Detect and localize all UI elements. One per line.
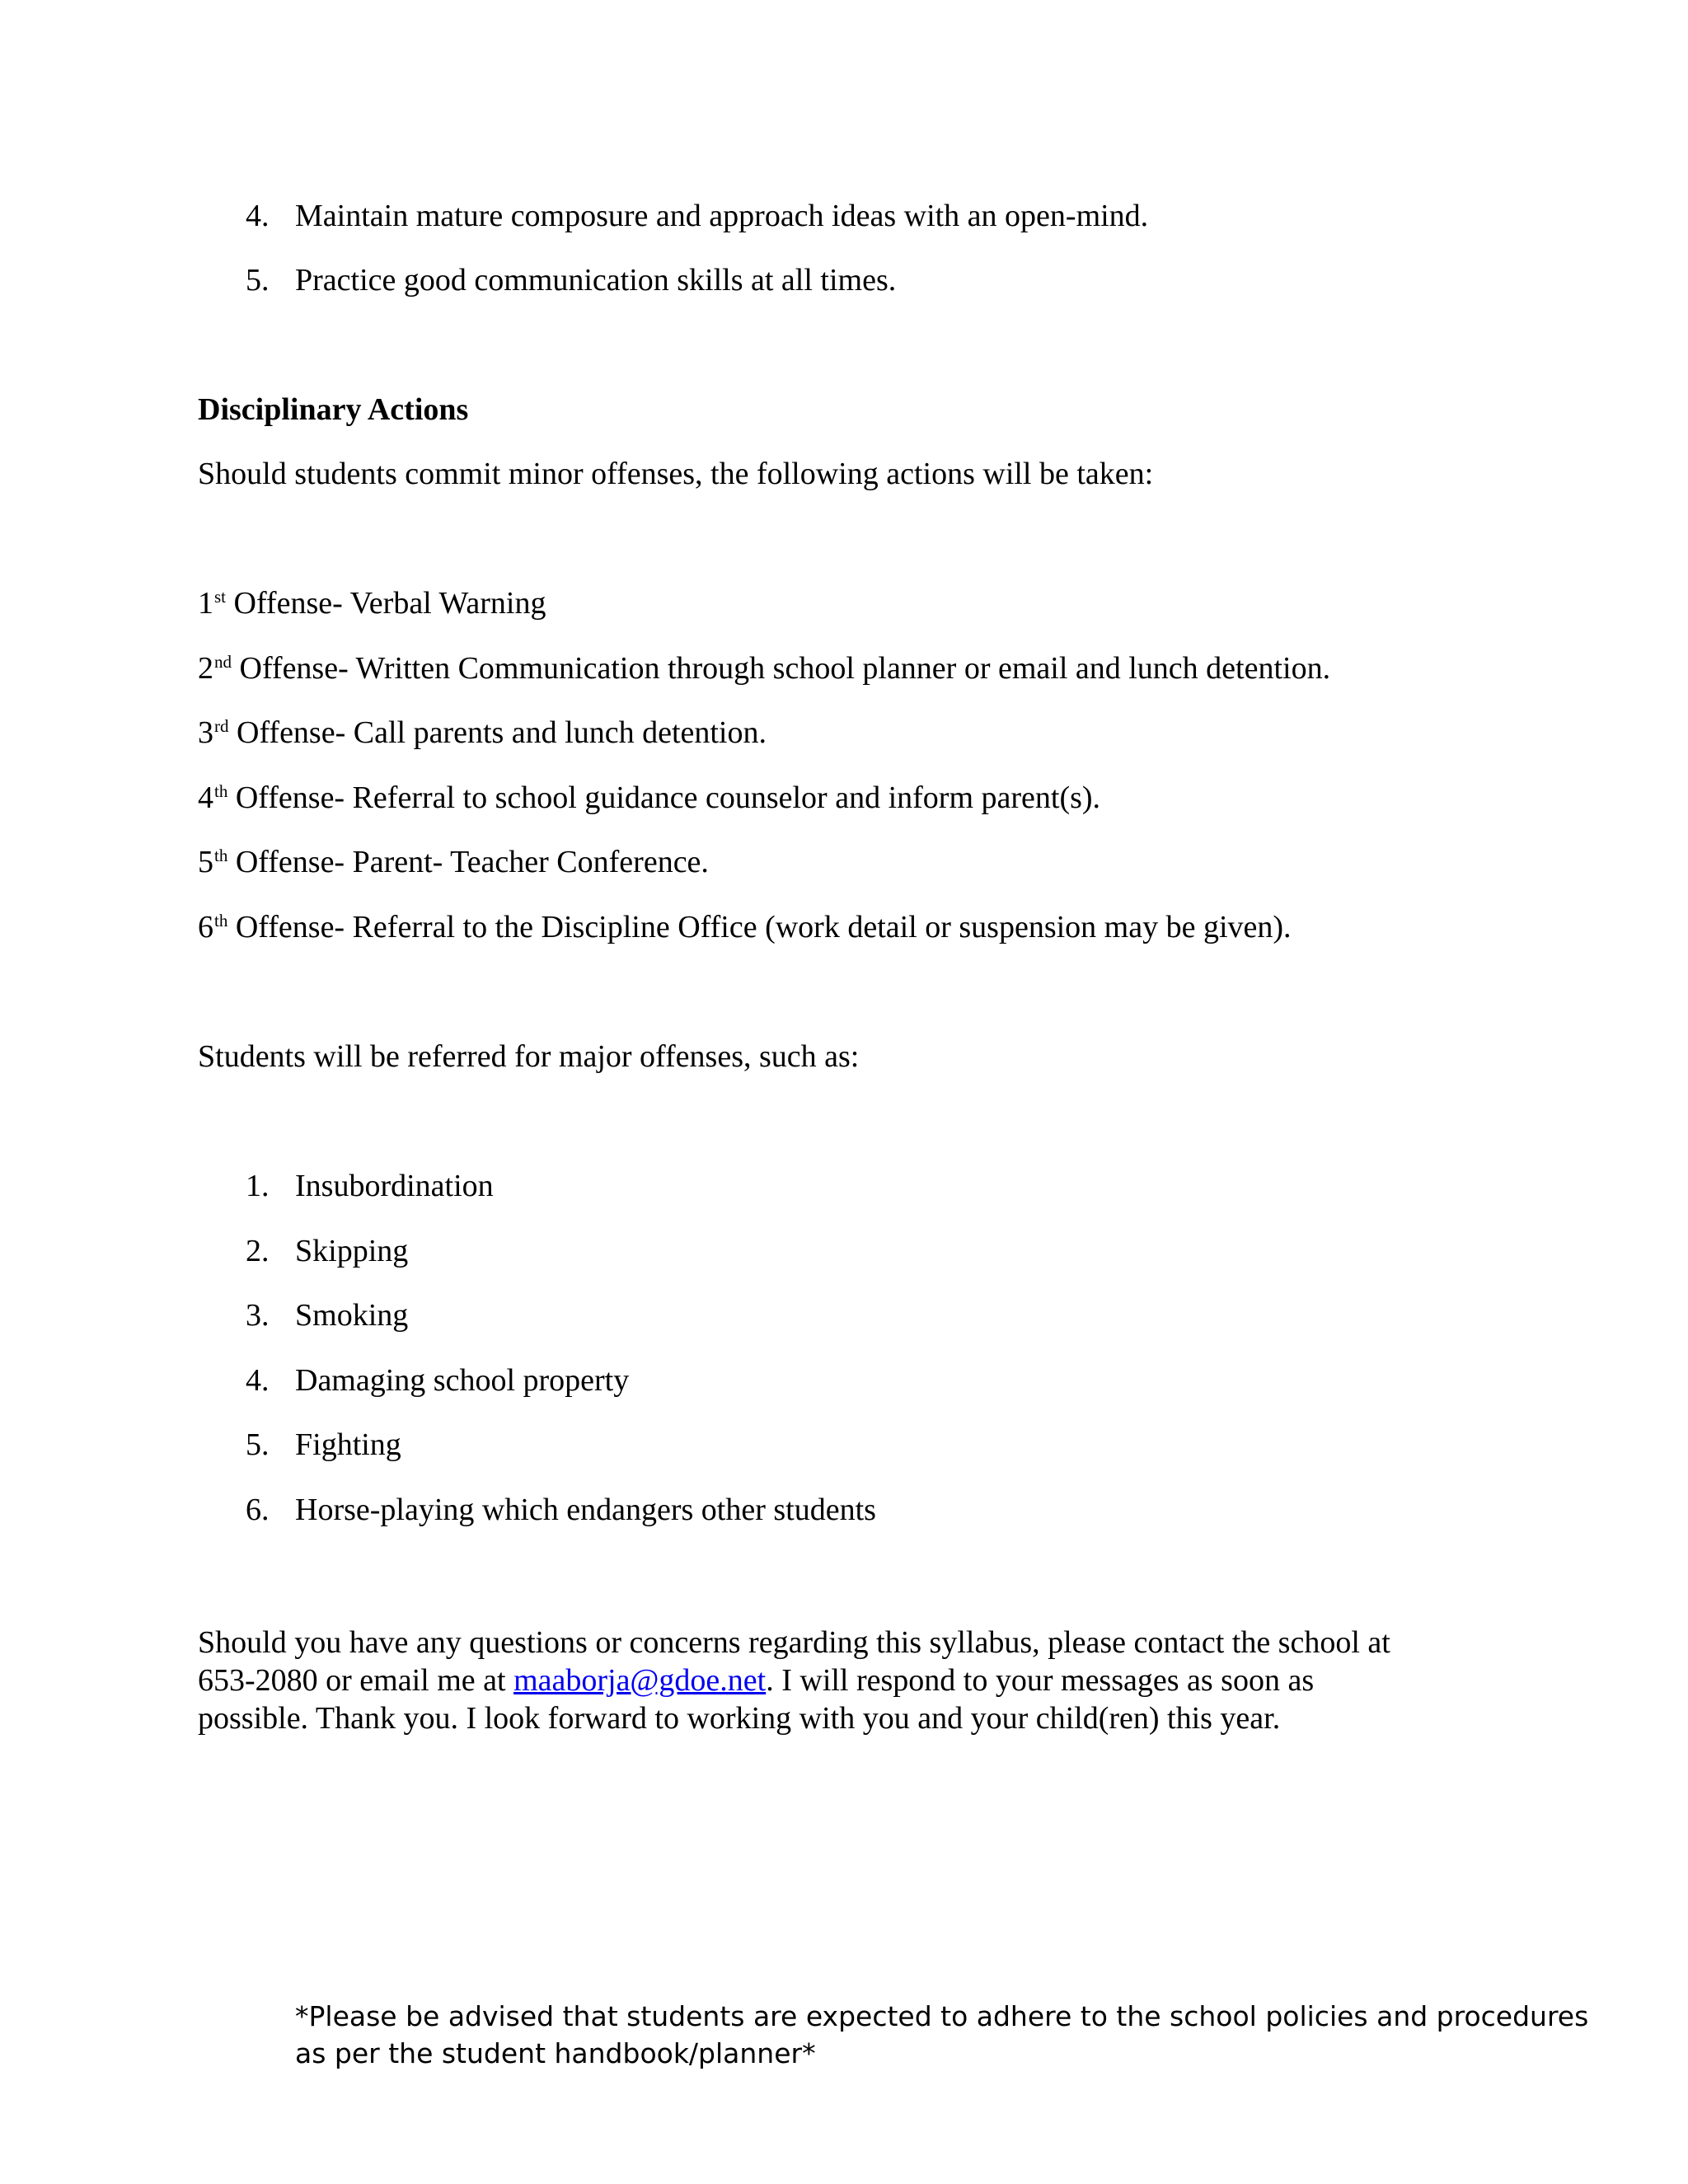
contact-line-2-before: 653-2080 or email me at	[198, 1663, 514, 1698]
offense-text: Offense- Parent- Teacher Conference.	[227, 845, 709, 879]
list-number: 4.	[246, 199, 270, 233]
offense-ordinal: rd	[214, 716, 229, 736]
contact-line-3: possible. Thank you. I look forward to working with you and your child(ren) this year.	[198, 1701, 1281, 1736]
offense-line	[198, 714, 767, 756]
list-item-text: Smoking	[295, 1298, 409, 1333]
list-number: 5.	[246, 263, 270, 298]
contact-paragraph	[198, 1624, 1484, 1737]
offense-ordinal: nd	[214, 652, 232, 672]
offense-ordinal: th	[214, 781, 228, 801]
email-link[interactable]: maaborja@gdoe.net	[513, 1663, 767, 1698]
offense-text: Offense- Referral to school guidance counselor and inform parent(s).	[227, 780, 1101, 815]
offense-number: 3	[198, 715, 213, 750]
offense-line	[198, 649, 1330, 691]
offense-line	[198, 779, 1100, 821]
offense-number: 4	[198, 780, 213, 815]
contact-line-2	[198, 1661, 1484, 1699]
list-item-text: Horse-playing which endangers other students	[295, 1493, 876, 1527]
offense-number: 5	[198, 845, 213, 879]
offense-line	[198, 584, 546, 626]
offense-ordinal: st	[214, 587, 227, 607]
list-item-text: Damaging school property	[295, 1363, 630, 1398]
list-number: 2.	[246, 1234, 270, 1268]
offense-number: 6	[198, 910, 213, 944]
list-number: 5.	[246, 1427, 270, 1462]
offense-text: Offense- Written Communication through school planner or email and lunch detention.	[232, 651, 1331, 686]
contact-line-1: Should you have any questions or concerns regarding this syllabus, please contact the school at	[198, 1625, 1390, 1660]
section-intro: Should students commit minor offenses, the following actions will be taken:	[198, 457, 1154, 491]
offense-text: Offense- Call parents and lunch detention.	[228, 715, 767, 750]
list-item-text: Skipping	[295, 1234, 409, 1268]
offense-text: Offense- Verbal Warning	[226, 586, 546, 621]
contact-line-2-after: . I will respond to your messages as soon as	[766, 1663, 1315, 1698]
offense-number: 1	[198, 586, 213, 621]
list-number: 3.	[246, 1298, 270, 1333]
offense-ordinal: th	[214, 846, 228, 865]
offense-line	[198, 908, 1292, 950]
offense-text: Offense- Referral to the Discipline Office (work detail or suspension may be given).	[227, 910, 1292, 944]
offense-line	[198, 843, 709, 885]
list-number: 6.	[246, 1493, 270, 1527]
list-item-text: Practice good communication skills at all times.	[295, 263, 897, 298]
policy-note	[295, 1998, 1588, 2072]
offense-ordinal: th	[214, 911, 228, 930]
major-offenses-intro: Students will be referred for major offenses, such as:	[198, 1039, 860, 1074]
policy-note-line-2: as per the student handbook/planner*	[295, 2037, 816, 2069]
list-number: 1.	[246, 1169, 270, 1203]
list-item-text: Fighting	[295, 1427, 401, 1462]
list-item-text: Insubordination	[295, 1169, 494, 1203]
policy-note-line-1: *Please be advised that students are expected to adhere to the school policies and procedures	[295, 2000, 1589, 2032]
offense-number: 2	[198, 651, 213, 686]
list-item-text: Maintain mature composure and approach ideas with an open-mind.	[295, 199, 1149, 233]
list-number: 4.	[246, 1363, 270, 1398]
section-heading: Disciplinary Actions	[198, 392, 469, 427]
